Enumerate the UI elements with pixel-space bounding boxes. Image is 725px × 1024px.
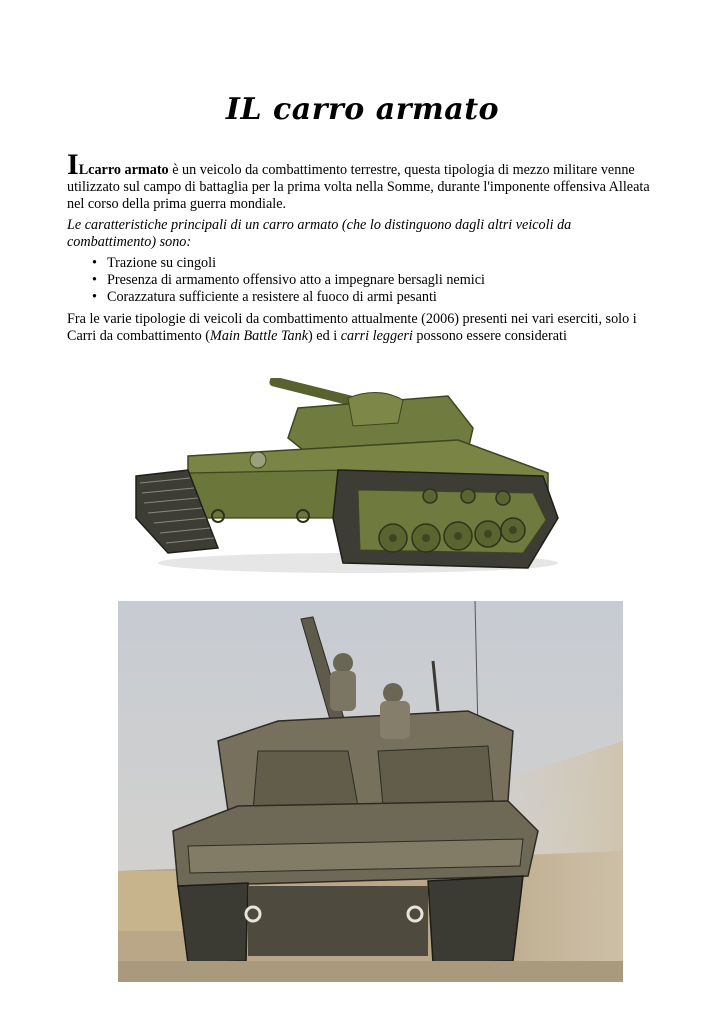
characteristics-intro: Le caratteristiche principali di un carro armato (che lo distinguono dagli altri veicoli da combattimento) sono: <box>67 217 572 250</box>
intro-rest: è un veicolo da combattimento terrestre, questa tipologia di mezzo militare venne utilizzato sul campo di battaglia per la prima volta nella Somme, durante l'imponente offensiva Alleata nel corso della prima guerra mondiale. <box>67 162 650 212</box>
list-item: • Trazione su cingoli <box>107 255 662 272</box>
intro-paragraph <box>67 148 662 213</box>
green-tank-illustration-icon <box>128 378 568 578</box>
closing-part2: ) ed i <box>308 328 341 344</box>
mbt-term: Main Battle Tank <box>210 328 309 344</box>
closing-paragraph <box>67 311 662 345</box>
page-title: IL carro armato <box>225 92 500 127</box>
article-body <box>67 148 662 349</box>
features-list <box>67 255 662 306</box>
list-item: • Corazzatura sufficiente a resistere al fuoco di armi pesanti <box>107 289 662 306</box>
light-tank-term: carri leggeri <box>340 328 413 344</box>
desert-tank-photo-icon <box>118 601 623 982</box>
closing-part3: possono essere considerati <box>412 328 567 344</box>
intro-lead: Lcarro armato <box>78 162 169 178</box>
drop-cap: I <box>67 148 79 181</box>
closing-part1: Fra le varie tipologie di veicoli da combattimento attualmente (2006) presenti nei vari eserciti, solo i Carri da combattimento ( <box>67 311 637 344</box>
list-item: • Presenza di armamento offensivo atto a impegnare bersagli nemici <box>107 272 662 289</box>
